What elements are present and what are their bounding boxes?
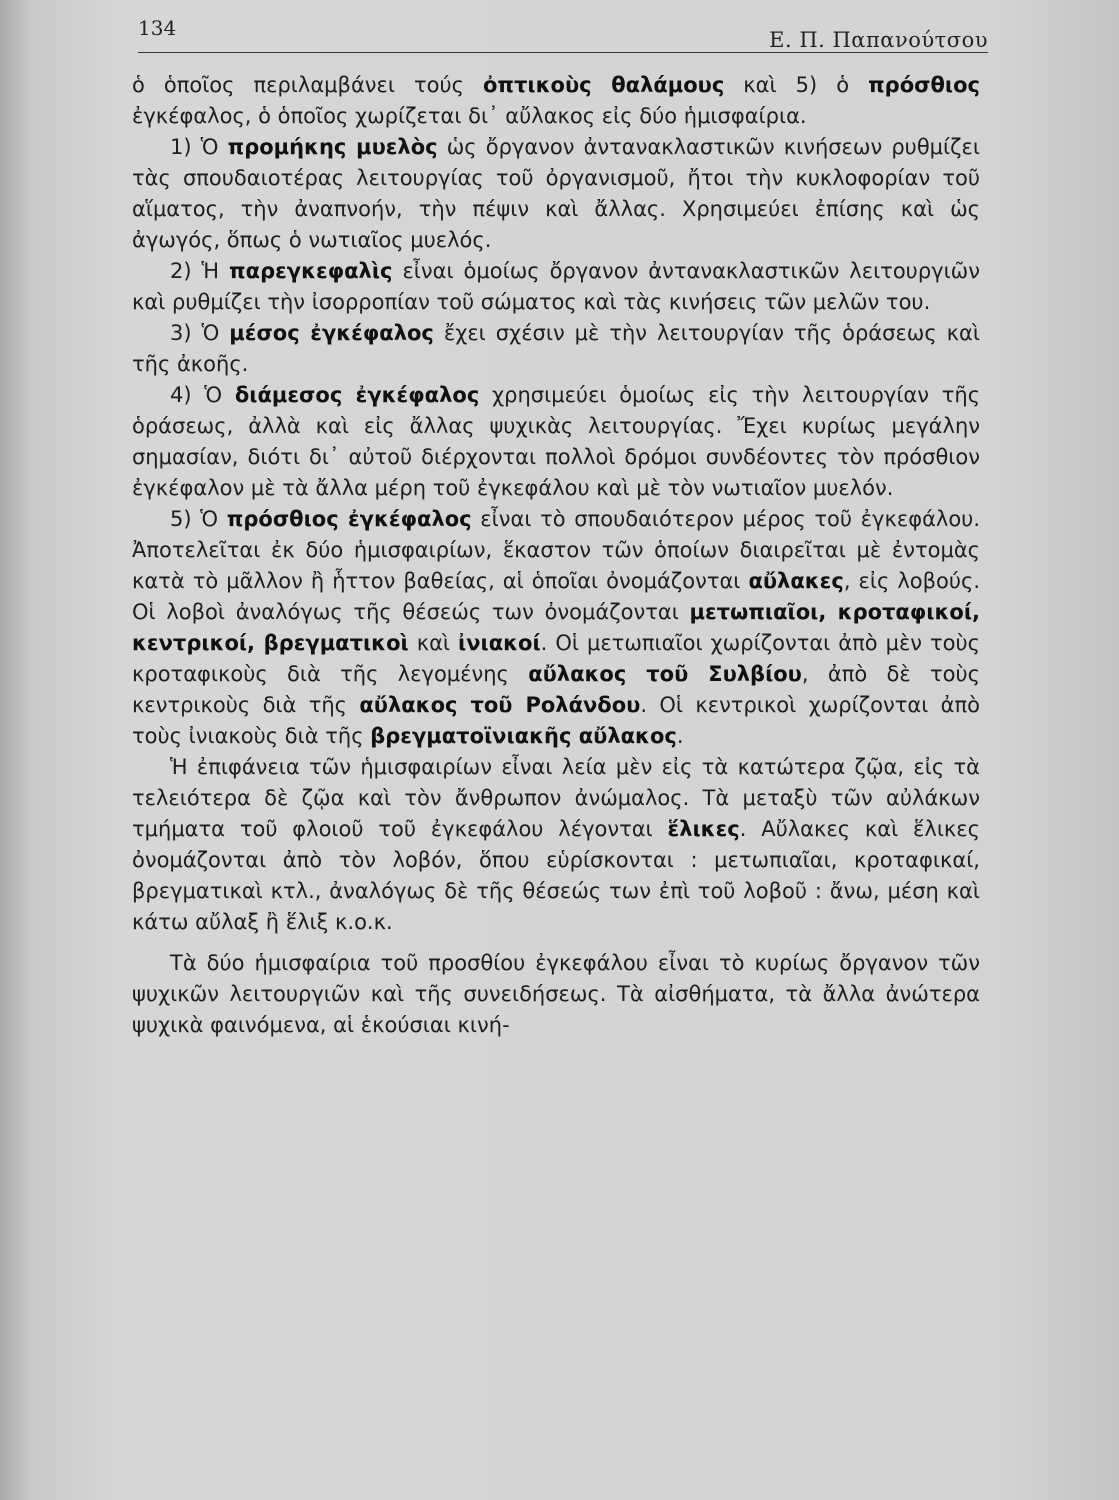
text-run: ὡς ὄργανον ἀντανακλαστικῶν κινήσεων ρυθμίζει τὰς σπουδαιοτέρας λειτουργίας τοῦ ὀργανισμοῦ, ἤτοι τὴν κυκλοφορίαν τοῦ αἵματος, τὴν ἀναπνοήν, τὴν πέψιν καὶ ἄλλας. Χρησιμεύει ἐπίσης καὶ ὡς ἀγωγός, ὅπως ὁ νωτιαῖος μυελός. — [132, 135, 981, 252]
text-run: χρησιμεύει ὁμοίως εἰς τὴν λειτουργίαν τῆς ὁράσεως, ἀλλὰ καὶ εἰς ἄλλας ψυχικὰς λειτουργίας. Ἔχει κυρίως μεγάλην σημασίαν, διότι δι᾽ αὐτοῦ διέρχονται πολλοὶ δρόμοι συνδέοντες τὸν πρόσθιον ἐγκέφαλον μὲ τὰ ἄλλα μέρη τοῦ ἐγκεφάλου καὶ μὲ τὸν νωτιαῖον μυελόν. — [132, 383, 981, 500]
bold-term: αὔλακος τοῦ Συλβίου — [528, 662, 802, 686]
paragraph — [132, 504, 980, 752]
bold-term: παρεγκεφαλὶς — [229, 259, 393, 283]
text-run: Ἡ ἐπιφάνεια τῶν ἡμισφαιρίων εἶναι λεία μὲν εἰς τὰ κατώτερα ζῷα, εἰς τὰ τελειότερα δὲ ζῷα καὶ τὸν ἄνθρωπον ἀνώμαλος. Τὰ μεταξὺ τῶν αὐλάκων τμήματα τοῦ φλοιοῦ τοῦ ἐγκεφάλου λέγονται — [132, 755, 980, 841]
bold-term: διάμεσος ἐγκέφαλος — [234, 383, 480, 407]
bold-term: βρεγματοϊνιακῆς αὔλακος — [370, 724, 677, 748]
bold-term: αὔλακες — [748, 569, 844, 593]
text-run: 4) Ὁ — [170, 383, 235, 407]
body-text — [132, 70, 980, 1041]
text-run: . Οἱ κεντρικοὶ χωρίζονται ἀπὸ τοὺς ἰνιακοὺς διὰ τῆς — [132, 693, 980, 748]
paragraph — [132, 948, 980, 1041]
text-run: 3) Ὁ — [170, 321, 230, 345]
bold-term: πρόσθιος ἐγκέφαλος — [226, 507, 472, 531]
bold-term: ἰνιακοί — [458, 631, 541, 655]
bold-term: ἕλικες — [667, 817, 740, 841]
paragraph — [132, 318, 980, 380]
bold-term: μέσος ἐγκέφαλος — [229, 321, 434, 345]
bold-term: προμήκης μυελὸς — [227, 135, 438, 159]
text-run: ἔχει σχέσιν μὲ τὴν λειτουργίαν τῆς ὁράσεως καὶ τῆς ἀκοῆς. — [132, 321, 980, 376]
page-number: 134 — [138, 16, 177, 40]
text-run: . Οἱ μετωπιαῖοι χωρίζονται ἀπὸ μὲν τοὺς κροταφικοὺς διὰ τῆς λεγομένης — [132, 631, 980, 686]
text-run: . — [676, 724, 684, 748]
paragraph — [132, 256, 980, 318]
bold-term: αὔλακος τοῦ Ρολάνδου — [359, 693, 641, 717]
text-run: 1) Ὁ — [170, 135, 228, 159]
text-run: Τὰ δύο ἡμισφαίρια τοῦ προσθίου ἐγκεφάλου εἶναι τὸ κυρίως ὄργανον τῶν ψυχικῶν λειτουργιῶν καὶ τῆς συνειδήσεως. Τὰ αἰσθήματα, τὰ ἄλλα ἀνώτερα ψυχικὰ φαινόμενα, αἱ ἑκούσιαι κινή- — [132, 951, 980, 1037]
text-run: εἶναι τὸ σπουδαιότερον μέρος τοῦ ἐγκεφάλου. Ἀποτελεῖται ἐκ δύο ἡμισφαιρίων, ἕκαστον τῶν ὁποίων διαιρεῖται μὲ ἐντομὰς κατὰ τὸ μᾶλλον ἢ ἧττον βαθείας, αἱ ὁποῖαι ὀνομάζονται — [132, 507, 981, 593]
text-run: εἶναι ὁμοίως ὄργανον ἀντανακλαστικῶν λειτουργιῶν καὶ ρυθμίζει τὴν ἰσορροπίαν τοῦ σώματος καὶ τὰς κινήσεις τῶν μελῶν του. — [132, 259, 980, 314]
text-run: ἐγκέφαλος, ὁ ὁποῖος χωρίζεται δι᾽ αὔλακος εἰς δύο ἡμισφαίρια. — [132, 104, 807, 128]
running-title: Ε. Π. Παπανούτσου — [769, 28, 988, 52]
paragraph — [132, 132, 980, 256]
text-run: . Αὔλακες καὶ ἕλικες ὀνομάζονται ἀπὸ τὸν λοβόν, ὅπου εὑρίσκονται : μετωπιαῖαι, κροταφικαί, βρεγματικαὶ κτλ., ἀναλόγως δὲ τῆς θέσεώς των ἐπὶ τοῦ λοβοῦ : ἄνω, μέση καὶ κάτω αὔλαξ ἢ ἕλιξ κ.ο.κ. — [132, 817, 980, 934]
page-header — [138, 12, 988, 53]
bold-term: πρόσθιος — [868, 73, 980, 97]
paragraph — [132, 752, 980, 938]
text-run: 5) Ὁ — [170, 507, 227, 531]
text-run: , ἀπὸ δὲ τοὺς κεντρικοὺς διὰ τῆς — [132, 662, 981, 717]
text-run: , εἰς λοβούς. Οἱ λοβοὶ ἀναλόγως τῆς θέσεώς των ὀνομάζονται — [132, 569, 980, 624]
bold-term: μετωπιαῖοι, κροταφικοί, κεντρικοί, βρεγματικοὶ — [132, 600, 980, 655]
text-run: καὶ 5) ὁ — [724, 73, 869, 97]
paragraph — [132, 70, 980, 132]
paragraph — [132, 380, 980, 504]
bold-term: ὀπτικοὺς θαλάμους — [482, 73, 725, 97]
text-run: καὶ — [408, 631, 459, 655]
text-run: 2) Ἡ — [170, 259, 230, 283]
text-run: ὁ ὁποῖος περιλαμβάνει τούς — [132, 73, 483, 97]
